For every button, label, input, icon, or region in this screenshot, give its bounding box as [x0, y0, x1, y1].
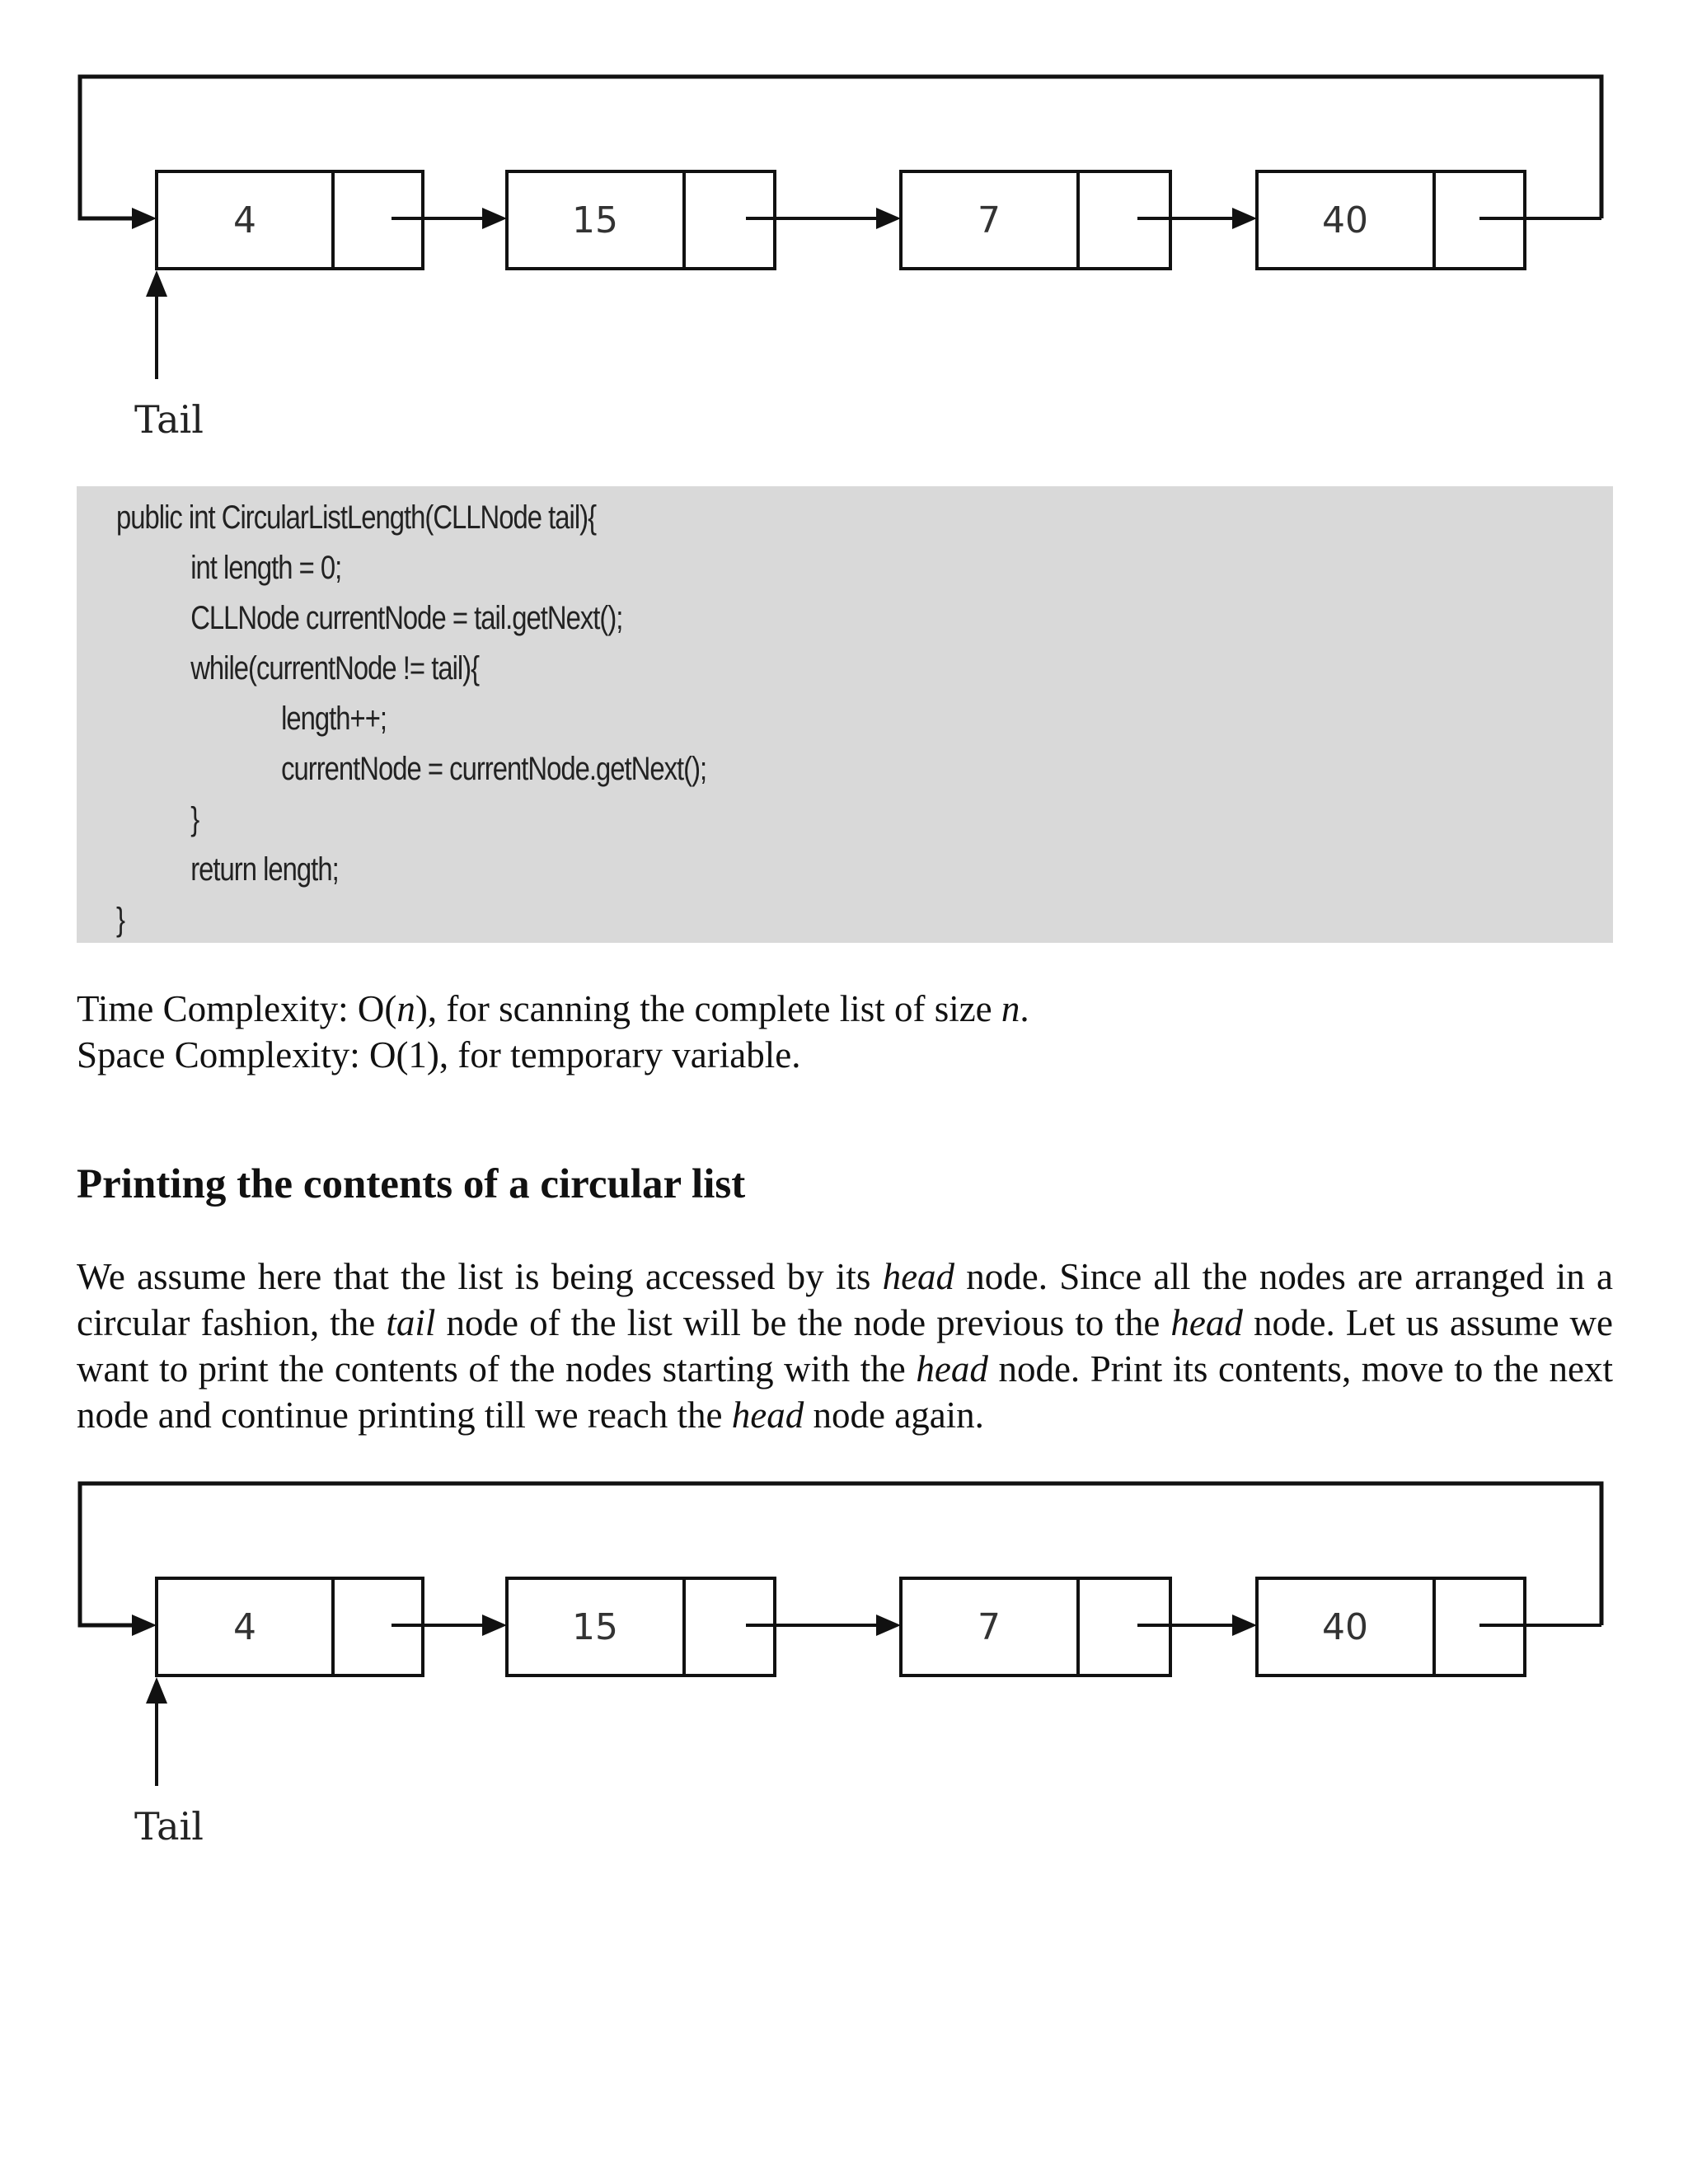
list-node: [507, 1578, 775, 1675]
arrowhead: [132, 1615, 157, 1636]
text-run: node. Print its contents, move to the next node and continue printing till we reach the: [77, 1348, 1614, 1436]
arrowhead: [482, 208, 507, 229]
list-node: [901, 1578, 1170, 1675]
space-complexity: Space Complexity: O(1), for temporary variable.: [77, 1034, 801, 1076]
text-run: We assume here that the list is being accessed by its: [77, 1256, 883, 1297]
emphasis: tail: [386, 1302, 436, 1343]
node-value: 4: [233, 1606, 256, 1648]
arrowhead: [482, 1615, 507, 1636]
text-run: node of the list will be the node previous to the: [435, 1302, 1171, 1343]
node-value: 15: [572, 1606, 618, 1648]
emphasis: head: [882, 1256, 955, 1297]
code-line: CLLNode currentNode = tail.getNext();: [190, 600, 623, 636]
text-run: Time Complexity: O(: [77, 988, 397, 1029]
code-line: public int CircularListLength(CLLNode tail){: [116, 499, 597, 536]
emphasis: head: [916, 1348, 988, 1390]
node-value: 15: [572, 199, 618, 241]
circular-list-diagram-top: [0, 49, 1688, 478]
text-run: .: [1020, 988, 1029, 1029]
code-line: return length;: [190, 851, 339, 888]
code-line: int length = 0;: [190, 550, 342, 586]
code-block: [77, 486, 1613, 943]
text-run: node again.: [804, 1394, 984, 1436]
arrowhead: [1232, 208, 1257, 229]
code-line: while(currentNode != tail){: [190, 650, 480, 687]
tail-label: Tail: [134, 1804, 204, 1849]
math-var: n: [1001, 988, 1020, 1029]
time-complexity: [77, 986, 1613, 1032]
circular-list-diagram-bottom: [0, 1459, 1688, 1887]
code-line: }: [190, 801, 199, 837]
code-line: length++;: [281, 701, 387, 737]
arrowhead: [876, 208, 901, 229]
text-run: node. Let us assume we want to print the contents of the nodes starting with the: [77, 1302, 1613, 1390]
node-value: 40: [1322, 1606, 1368, 1648]
node-value: 7: [978, 1606, 1001, 1648]
node-value: 40: [1322, 199, 1368, 241]
list-node: [157, 1578, 423, 1675]
arrowhead: [146, 270, 167, 297]
arrowhead: [1232, 1615, 1257, 1636]
arrowhead: [876, 1615, 901, 1636]
code-line: }: [116, 902, 124, 938]
arrowhead: [132, 208, 157, 229]
body-paragraph: [77, 1254, 1613, 1438]
tail-label: Tail: [134, 397, 204, 442]
code-line: currentNode = currentNode.getNext();: [281, 751, 707, 787]
math-var: n: [396, 988, 415, 1029]
complexity-notes: [77, 986, 1613, 1078]
node-value: 7: [978, 199, 1001, 241]
list-node: [507, 171, 775, 269]
text-run: ), for scanning the complete list of size: [415, 988, 1001, 1029]
list-node: [157, 171, 423, 269]
emphasis: head: [731, 1394, 804, 1436]
list-node: [901, 171, 1170, 269]
arrowhead: [146, 1677, 167, 1704]
text-run: node. Since all the nodes are arranged in a circular fashion, the: [77, 1256, 1614, 1343]
emphasis: head: [1170, 1302, 1243, 1343]
section-heading: Printing the contents of a circular list: [77, 1161, 746, 1207]
node-value: 4: [233, 199, 256, 241]
